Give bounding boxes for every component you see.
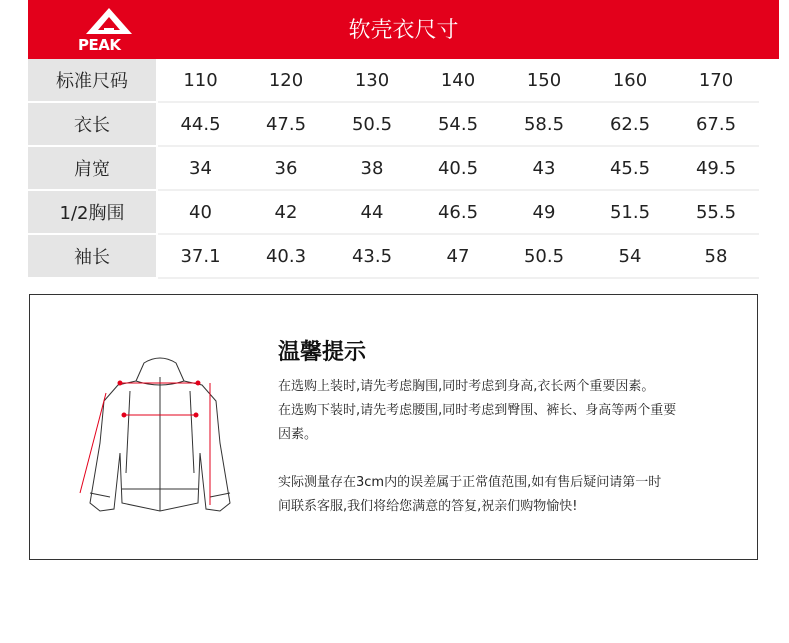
size-value-cell: 42 (243, 190, 329, 234)
notice-title: 温馨提示 (278, 340, 367, 365)
size-value-cell: 50.5 (329, 102, 415, 146)
size-value-cell: 45.5 (587, 146, 673, 190)
size-value-cell: 140 (415, 59, 501, 102)
size-value-cell: 44 (329, 190, 415, 234)
notice-text (278, 375, 738, 519)
size-value-cell: 44.5 (157, 102, 243, 146)
size-value-cell: 58 (673, 234, 759, 278)
notice-line: 在选购下装时,请先考虑腰围,同时考虑到臀围、裤长、身高等两个重要 (278, 403, 677, 418)
table-row (28, 102, 759, 146)
table-row (28, 190, 759, 234)
size-value-cell: 36 (243, 146, 329, 190)
size-value-cell: 120 (243, 59, 329, 102)
notice-line: 在选购上装时,请先考虑胸围,同时考虑到身高,衣长两个重要因素。 (278, 379, 655, 394)
size-value-cell: 34 (157, 146, 243, 190)
row-label: 标准尺码 (28, 59, 157, 102)
size-value-cell: 67.5 (673, 102, 759, 146)
table-row (28, 59, 759, 102)
size-value-cell: 170 (673, 59, 759, 102)
notice-line: 间联系客服,我们将给您满意的答复,祝亲们购物愉快! (278, 499, 578, 514)
size-value-cell: 47.5 (243, 102, 329, 146)
size-value-cell: 38 (329, 146, 415, 190)
row-label: 袖长 (28, 234, 157, 278)
row-label: 衣长 (28, 102, 157, 146)
size-value-cell: 130 (329, 59, 415, 102)
brand-name: PEAK (78, 36, 121, 54)
jacket-illustration (60, 353, 260, 523)
row-label: 1/2胸围 (28, 190, 157, 234)
size-value-cell: 51.5 (587, 190, 673, 234)
size-table (28, 59, 759, 279)
table-row (28, 234, 759, 278)
size-value-cell: 54.5 (415, 102, 501, 146)
size-chart-header (28, 0, 779, 59)
size-value-cell: 47 (415, 234, 501, 278)
size-value-cell: 46.5 (415, 190, 501, 234)
size-value-cell: 55.5 (673, 190, 759, 234)
notice-line: 实际测量存在3cm内的误差属于正常值范围,如有售后疑问请第一时 (278, 475, 662, 490)
page-title: 软壳衣尺寸 (348, 18, 459, 43)
size-value-cell: 150 (501, 59, 587, 102)
size-value-cell: 62.5 (587, 102, 673, 146)
size-value-cell: 43.5 (329, 234, 415, 278)
notice-box (29, 294, 758, 560)
size-value-cell: 40 (157, 190, 243, 234)
table-row (28, 146, 759, 190)
size-value-cell: 49.5 (673, 146, 759, 190)
notice-gap (278, 447, 738, 471)
size-value-cell: 58.5 (501, 102, 587, 146)
size-value-cell: 40.5 (415, 146, 501, 190)
size-value-cell: 50.5 (501, 234, 587, 278)
size-value-cell: 49 (501, 190, 587, 234)
size-value-cell: 43 (501, 146, 587, 190)
notice-line: 因素。 (278, 427, 318, 442)
row-label: 肩宽 (28, 146, 157, 190)
size-value-cell: 160 (587, 59, 673, 102)
size-value-cell: 110 (157, 59, 243, 102)
size-value-cell: 37.1 (157, 234, 243, 278)
size-value-cell: 40.3 (243, 234, 329, 278)
size-value-cell: 54 (587, 234, 673, 278)
